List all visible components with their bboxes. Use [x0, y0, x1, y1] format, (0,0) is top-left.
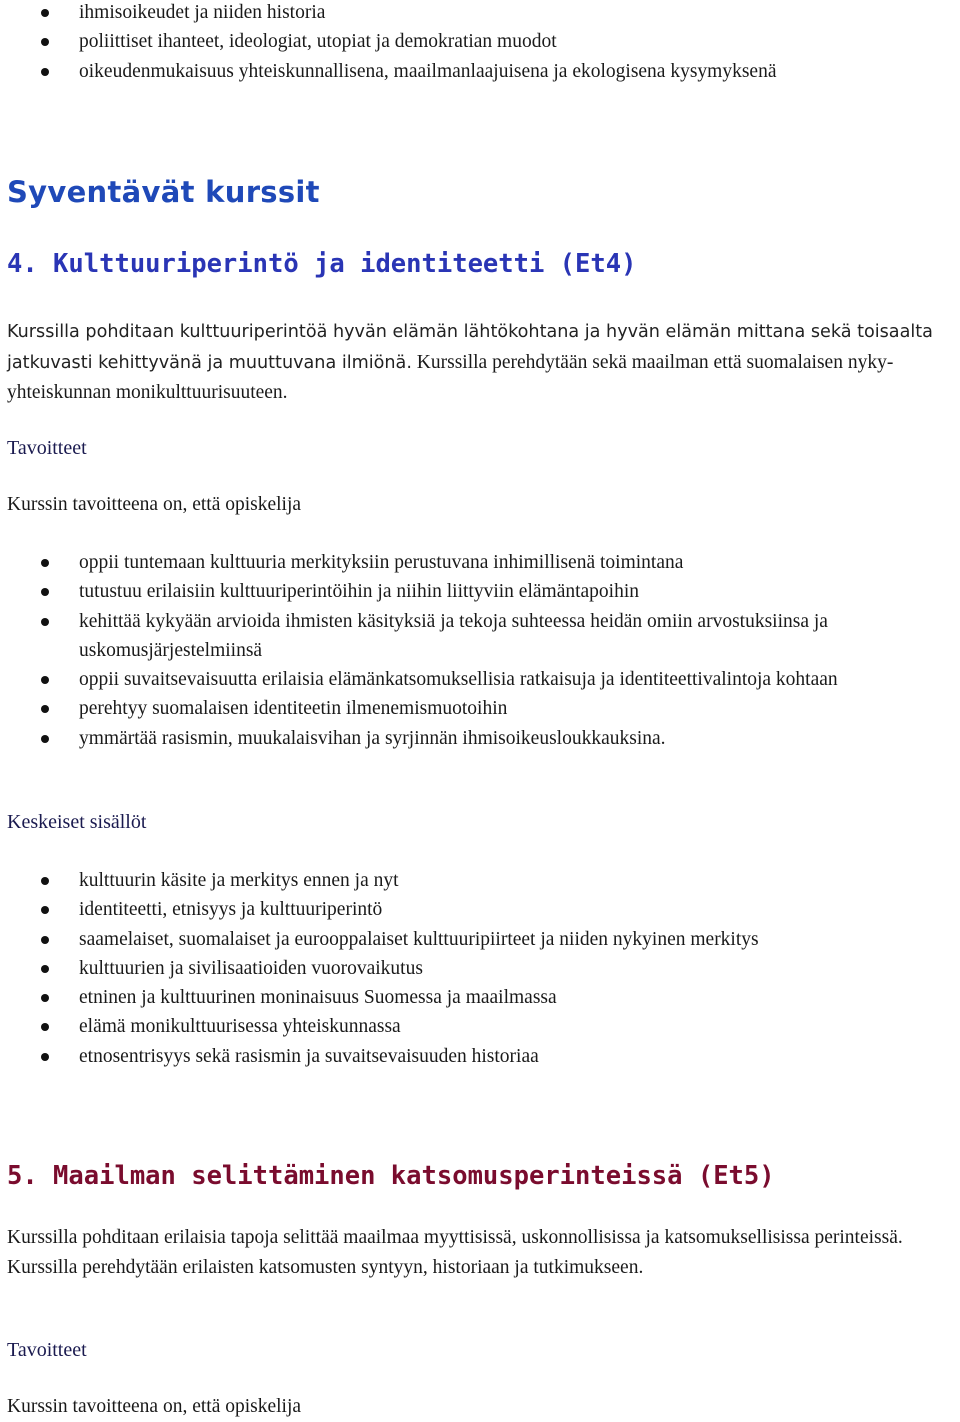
list-item: tutustuu erilaisiin kulttuuriperintöihin ja niihin liittyviin elämäntapoihin	[7, 577, 956, 606]
bullet-icon	[41, 1023, 49, 1031]
bullet-icon	[41, 705, 49, 713]
goals-heading: Tavoitteet	[7, 437, 87, 459]
top-list	[7, 0, 956, 86]
list-item: poliittiset ihanteet, ideologiat, utopiat ja demokratian muodot	[7, 27, 956, 56]
bullet-icon	[41, 994, 49, 1002]
list-item: elämä monikulttuurisessa yhteiskunnassa	[7, 1012, 956, 1041]
list-item: saamelaiset, suomalaiset ja eurooppalaiset kulttuuripiirteet ja niiden nykyinen merkitys	[7, 925, 956, 954]
course-4-title: 4. Kulttuuriperintö ja identiteetti (Et4)	[7, 249, 637, 279]
bullet-icon	[41, 618, 49, 626]
list-item: kulttuurien ja sivilisaatioiden vuorovaikutus	[7, 954, 956, 983]
bullet-icon	[41, 38, 49, 46]
course-4-intro	[7, 317, 956, 408]
list-item: oppii suvaitsevaisuutta erilaisia elämänkatsomuksellisia ratkaisuja ja identiteettivalintoja kohtaan	[7, 665, 956, 694]
goals-lead: Kurssin tavoitteena on, että opiskelija	[7, 1396, 302, 1417]
bullet-icon	[41, 936, 49, 944]
intro-sans-text: Kurssilla pohditaan kulttuuriperintöä hyvän elämän lähtökohtana ja hyvän elämän mittana sekä toisaalta jatkuvasti kehittyvänä ja muuttuvana ilmiönä.	[7, 322, 933, 373]
bullet-icon	[41, 906, 49, 914]
list-item: etninen ja kulttuurinen moninaisuus Suomessa ja maailmassa	[7, 983, 956, 1012]
bullet-icon	[41, 676, 49, 684]
bullet-icon	[41, 559, 49, 567]
bullet-icon	[41, 1053, 49, 1061]
section-title: Syventävät kurssit	[7, 175, 320, 209]
list-item: identiteetti, etnisyys ja kulttuuriperintö	[7, 895, 956, 924]
contents-heading: Keskeiset sisällöt	[7, 811, 147, 833]
bullet-icon	[41, 735, 49, 743]
course-5-intro: Kurssilla pohditaan erilaisia tapoja selittää maailmaa myyttisissä, uskonnollisissa ja katsomuksellisissa perinteissä. Kurssilla perehdytään erilaisten katsomusten syntyyn, historiaan ja tutkimukseen.	[7, 1227, 903, 1278]
list-item: oikeudenmukaisuus yhteiskunnallisena, maailmanlaajuisena ja ekologisena kysymyksenä	[7, 57, 956, 86]
goals-lead: Kurssin tavoitteena on, että opiskelija	[7, 494, 302, 515]
list-item: ymmärtää rasismin, muukalaisvihan ja syrjinnän ihmisoikeusloukkauksina.	[7, 724, 956, 753]
bullet-icon	[41, 965, 49, 973]
course-5-title: 5. Maailman selittäminen katsomusperinteissä (Et5)	[7, 1161, 775, 1191]
bullet-icon	[41, 9, 49, 17]
list-item: kehittää kykyään arvioida ihmisten käsityksiä ja tekoja suhteessa heidän omiin arvostuksiinsa ja uskomusjärjestelmiinsä	[7, 607, 956, 666]
goals-list	[7, 548, 956, 753]
list-item: ihmisoikeudet ja niiden historia	[7, 0, 956, 27]
list-item: kulttuurin käsite ja merkitys ennen ja nyt	[7, 866, 956, 895]
goals-heading: Tavoitteet	[7, 1339, 87, 1361]
bullet-icon	[41, 68, 49, 76]
contents-list	[7, 866, 956, 1071]
list-item: perehtyy suomalaisen identiteetin ilmenemismuotoihin	[7, 694, 956, 723]
list-item: etnosentrisyys sekä rasismin ja suvaitsevaisuuden historiaa	[7, 1042, 956, 1071]
bullet-icon	[41, 588, 49, 596]
list-item: oppii tuntemaan kulttuuria merkityksiin perustuvana inhimillisenä toimintana	[7, 548, 956, 577]
intro-serif-text: Kurssilla perehdytään sekä maailman että suomalaisen nyky-yhteiskunnan monikulttuurisuuteen.	[7, 351, 894, 403]
bullet-icon	[41, 877, 49, 885]
